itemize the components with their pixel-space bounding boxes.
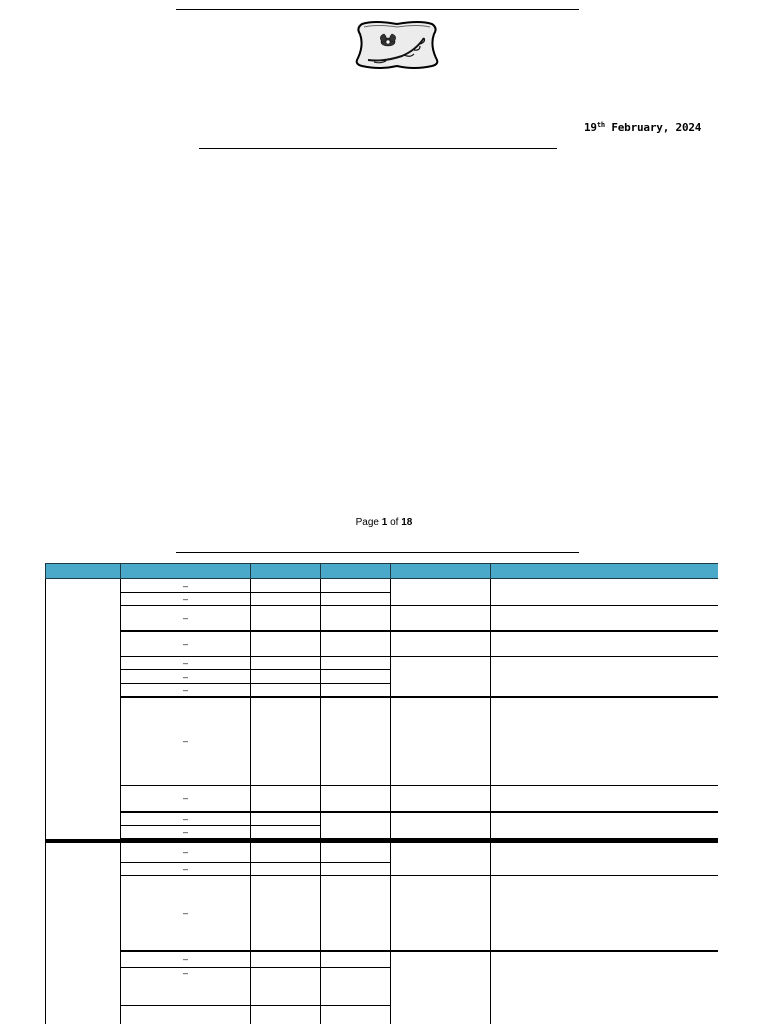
table-cell [321, 697, 391, 786]
table-cell [391, 841, 491, 875]
table-cell [321, 967, 391, 1005]
date-day: 19 [584, 121, 597, 134]
table-row [46, 631, 719, 657]
table-cell [251, 657, 321, 670]
table-cell [251, 631, 321, 657]
table-cell [121, 697, 251, 786]
table-row [46, 657, 719, 670]
date-month-year: February, 2024 [604, 121, 702, 134]
page-total: 18 [401, 517, 413, 528]
table-cell [491, 875, 719, 951]
table-cell [321, 593, 391, 606]
table-cell [321, 1005, 391, 1024]
table-cell [321, 812, 391, 839]
table-cell [251, 812, 321, 826]
table-cell [251, 967, 321, 1005]
table-cell [321, 684, 391, 697]
table-cell [121, 684, 251, 697]
group-cell [46, 579, 121, 842]
dash-mark: – [182, 580, 188, 591]
table-cell [491, 579, 719, 606]
table-cell [321, 657, 391, 670]
table-cell [321, 786, 391, 812]
table-header-row [46, 564, 719, 579]
table-cell [121, 631, 251, 657]
table-cell [321, 579, 391, 593]
table-cell [121, 1005, 251, 1024]
table-cell [121, 862, 251, 875]
table-cell [491, 631, 719, 657]
page-of: of [387, 517, 402, 528]
table-cell [391, 786, 491, 812]
table-cell [391, 631, 491, 657]
table-row [46, 812, 719, 826]
top-rule [176, 9, 579, 10]
table-cell [121, 967, 251, 1005]
table-cell [321, 951, 391, 967]
table-cell [121, 875, 251, 951]
table-cell [391, 875, 491, 951]
table-cell [391, 697, 491, 786]
table-cell [251, 606, 321, 631]
header-cell-1 [46, 564, 121, 579]
table-cell [391, 579, 491, 606]
table-cell [121, 841, 251, 862]
table-cell [321, 862, 391, 875]
table-cell [251, 826, 321, 839]
table-cell [321, 670, 391, 684]
table-cell [391, 812, 491, 839]
table-row [46, 606, 719, 631]
table-cell [321, 631, 391, 657]
dash-mark: – [182, 827, 188, 837]
table-cell [391, 951, 491, 1024]
table-row [46, 697, 719, 786]
page-break-rule [176, 552, 579, 553]
dash-mark: – [182, 671, 188, 682]
dash-mark: – [182, 813, 188, 824]
dash-mark: – [182, 612, 188, 623]
table-cell [251, 1005, 321, 1024]
table-cell [321, 606, 391, 631]
dash-mark: – [182, 907, 188, 918]
table-cell [321, 841, 391, 862]
table-row [46, 579, 719, 593]
table-cell [491, 812, 719, 839]
table-row [46, 875, 719, 951]
schedule-table [45, 563, 718, 1024]
page-number [0, 517, 768, 528]
table-cell [491, 697, 719, 786]
table-cell [491, 786, 719, 812]
table-cell [251, 684, 321, 697]
dash-mark: – [182, 793, 188, 804]
dash-mark: – [182, 954, 188, 965]
table-cell [251, 862, 321, 875]
table-cell [121, 786, 251, 812]
table-cell [491, 657, 719, 697]
table-cell [121, 593, 251, 606]
header-cell-3 [251, 564, 321, 579]
date-suffix: th [596, 121, 605, 129]
table-cell [121, 670, 251, 684]
dash-mark: – [182, 658, 188, 668]
table-cell [391, 657, 491, 697]
table-cell [251, 670, 321, 684]
table-cell [121, 657, 251, 670]
dash-mark: – [182, 863, 188, 874]
table-cell [121, 579, 251, 593]
table-cell [491, 841, 719, 875]
table-cell [391, 606, 491, 631]
dash-mark: – [182, 594, 188, 604]
table-cell [251, 786, 321, 812]
dash-mark: – [182, 967, 188, 978]
table-cell [321, 875, 391, 951]
header-cell-4 [321, 564, 391, 579]
table-cell [121, 826, 251, 839]
table-cell [251, 841, 321, 862]
dash-mark: – [182, 638, 188, 649]
table-cell [121, 606, 251, 631]
table-row [46, 841, 719, 862]
table-cell [251, 579, 321, 593]
header-cell-2 [121, 564, 251, 579]
table-cell [251, 951, 321, 967]
table-cell [491, 951, 719, 1024]
table-cell [121, 951, 251, 967]
table-cell [251, 697, 321, 786]
header-cell-5 [391, 564, 491, 579]
table-row [46, 786, 719, 812]
header-cell-6 [491, 564, 719, 579]
table-cell [251, 593, 321, 606]
dash-mark: – [182, 736, 188, 747]
group-cell [46, 841, 121, 1024]
schedule-table-container [45, 563, 718, 1024]
table-row [46, 951, 719, 967]
header-rule [199, 148, 557, 149]
table-cell [251, 875, 321, 951]
page-prefix: Page [355, 517, 382, 528]
table-cell [121, 812, 251, 826]
ornamental-scroll-icon [354, 20, 440, 70]
dash-mark: – [182, 847, 188, 858]
document-date [584, 121, 701, 134]
page-current: 1 [381, 517, 388, 528]
table-cell [491, 606, 719, 631]
dash-mark: – [182, 684, 188, 695]
